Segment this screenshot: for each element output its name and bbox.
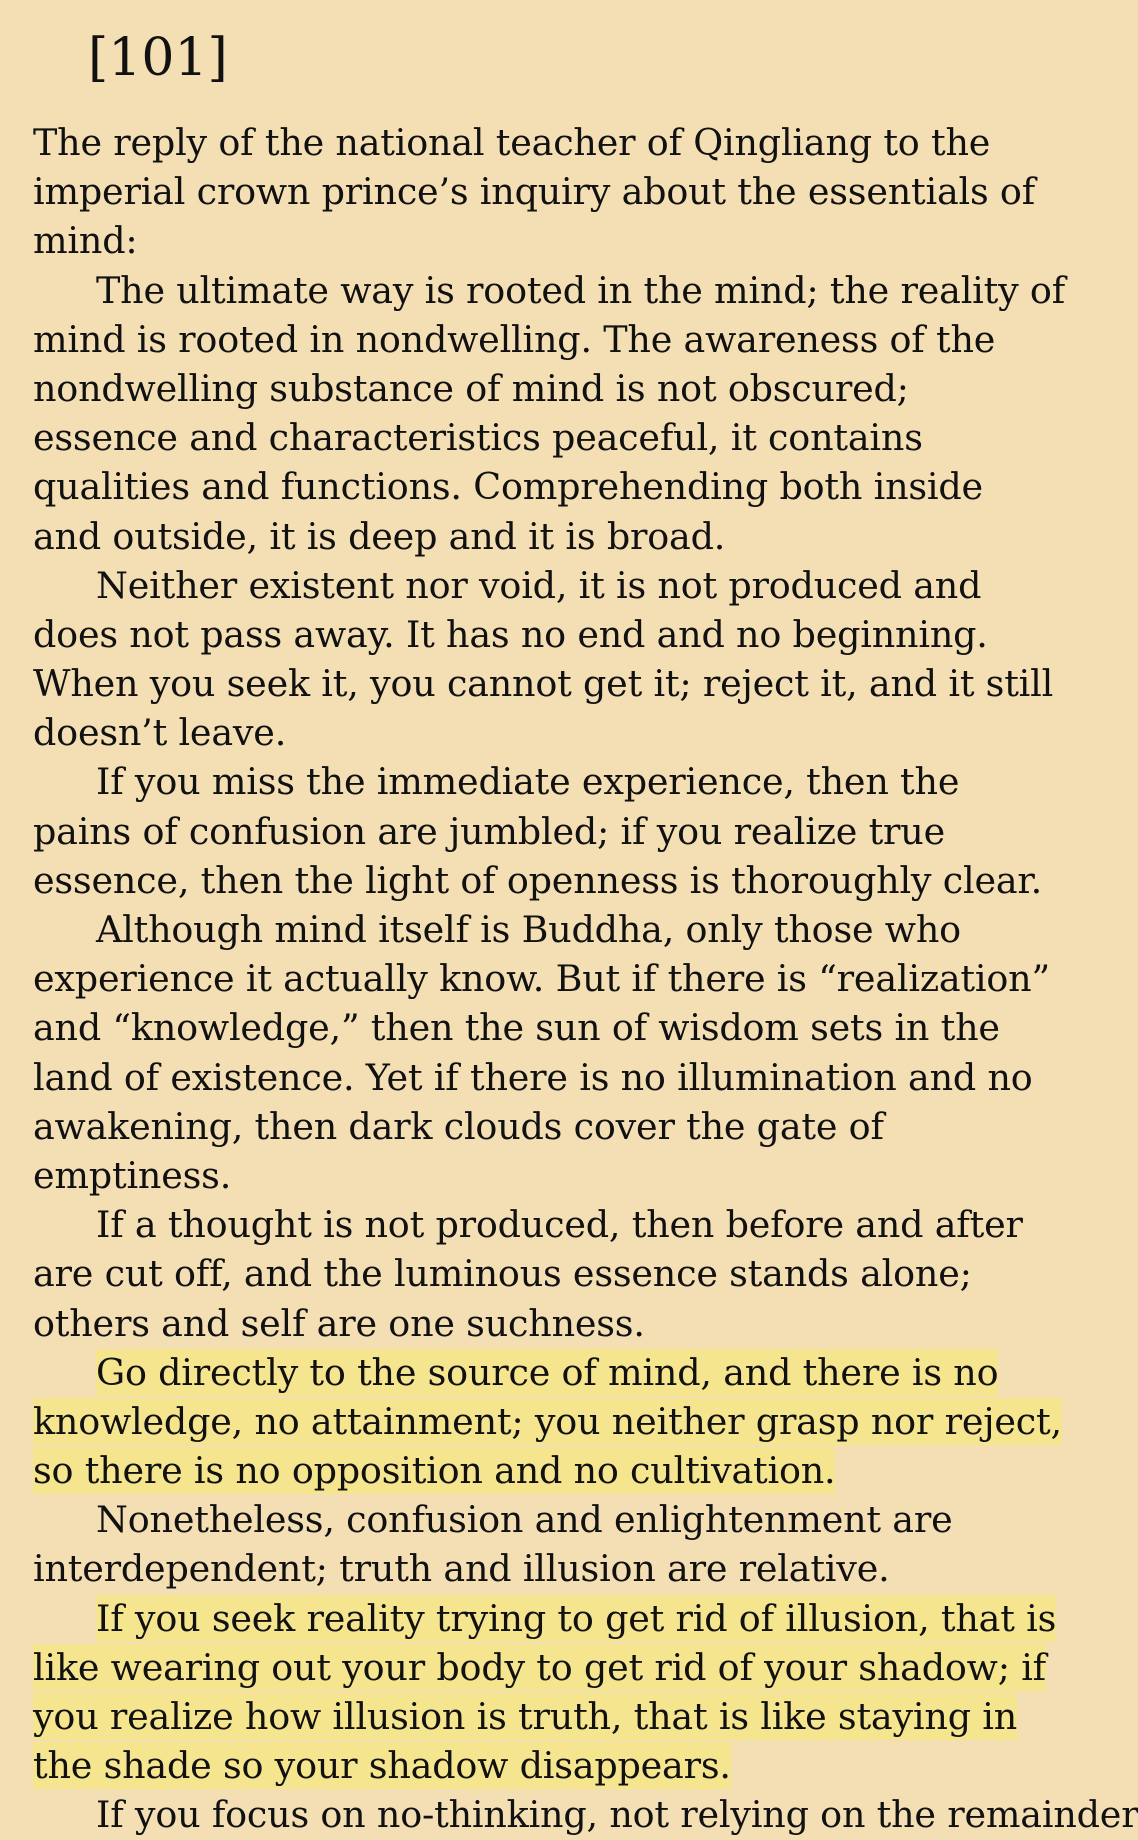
line-text: are cut off, and the luminous essence stands alone; (33, 1252, 972, 1296)
line-text: and “knowledge,” then the sun of wisdom sets in the (33, 1006, 1000, 1050)
line-text: and outside, it is deep and it is broad. (33, 514, 726, 558)
line-text: When you seek it, you cannot get it; reject it, and it still (33, 662, 1054, 706)
highlighted-text: like wearing out your body to get rid of your shadow; if (33, 1645, 1046, 1689)
chapter-number: [101] (88, 28, 228, 88)
line-text: pains of confusion are jumbled; if you realize true (33, 809, 946, 853)
line-text: If a thought is not produced, then before and after (96, 1203, 1023, 1247)
highlighted-text: Go directly to the source of mind, and there is no (96, 1350, 999, 1394)
highlighted-text: If you seek reality trying to get rid of illusion, that is (96, 1596, 1057, 1640)
text-line (33, 512, 1073, 561)
line-text: others and self are one suchness. (33, 1301, 645, 1345)
text-line (33, 1249, 1073, 1298)
text-line (33, 1151, 1073, 1200)
text-line (33, 659, 1073, 708)
highlighted-text: the shade so your shadow disappears. (33, 1744, 731, 1788)
text-line (33, 1397, 1073, 1446)
text-line (33, 1446, 1073, 1495)
line-text: If you focus on no-thinking, not relying on the remainder (96, 1793, 1138, 1837)
text-line (33, 757, 1073, 806)
line-text: essence, then the light of openness is thoroughly clear. (33, 858, 1043, 902)
line-text: mind is rooted in nondwelling. The awareness of the (33, 317, 996, 361)
text-line (33, 1200, 1073, 1249)
text-line (33, 315, 1073, 364)
text-line (33, 364, 1073, 413)
line-text: interdependent; truth and illusion are relative. (33, 1547, 890, 1591)
line-text: Neither existent nor void, it is not produced and (96, 563, 982, 607)
line-text: qualities and functions. Comprehending both inside (33, 465, 983, 509)
line-text: essence and characteristics peaceful, it contains (33, 416, 923, 460)
text-line (33, 462, 1073, 511)
text-line (33, 266, 1073, 315)
highlighted-text: you realize how illusion is truth, that is like staying in (33, 1695, 1018, 1738)
text-line (33, 1692, 1073, 1741)
text-line (33, 954, 1073, 1003)
line-text: land of existence. Yet if there is no illumination and no (33, 1055, 1033, 1099)
body-text (33, 118, 1138, 1840)
line-text: does not pass away. It has no end and no beginning. (33, 612, 988, 656)
line-text: Nonetheless, confusion and enlightenment are (96, 1498, 953, 1542)
line-text: The reply of the national teacher of Qingliang to the (33, 121, 991, 164)
line-text: The ultimate way is rooted in the mind; the reality of (96, 268, 1066, 312)
highlighted-text: knowledge, no attainment; you neither grasp nor reject, (33, 1399, 1062, 1443)
text-line (33, 807, 1073, 856)
line-text: Although mind itself is Buddha, only those who (96, 908, 961, 951)
text-line (33, 1594, 1073, 1643)
line-text: nondwelling substance of mind is not obscured; (33, 366, 909, 410)
text-line (33, 1102, 1073, 1151)
highlighted-text: so there is no opposition and no cultivation. (33, 1449, 836, 1493)
text-line (33, 216, 1073, 265)
text-line (33, 856, 1073, 905)
text-line (33, 1495, 1073, 1544)
text-line (33, 1741, 1073, 1790)
text-line (33, 905, 1073, 954)
text-line (33, 610, 1073, 659)
line-text: imperial crown prince’s inquiry about the essentials of (33, 170, 1036, 214)
text-line (33, 413, 1073, 462)
text-line (33, 1643, 1073, 1692)
text-line (33, 1544, 1073, 1593)
text-line (33, 561, 1073, 610)
text-line (33, 1053, 1073, 1102)
line-text: doesn’t leave. (33, 711, 287, 755)
text-line (33, 167, 1073, 216)
text-line (33, 118, 1073, 167)
text-line (33, 1790, 1138, 1839)
text-line (33, 1003, 1073, 1052)
line-text: awakening, then dark clouds cover the gate of (33, 1104, 884, 1148)
text-line (33, 708, 1073, 757)
line-text: emptiness. (33, 1153, 232, 1197)
text-line (33, 1299, 1073, 1348)
line-text: mind: (33, 219, 138, 263)
line-text: If you miss the immediate experience, then the (96, 760, 960, 804)
text-line (33, 1348, 1073, 1397)
line-text: experience it actually know. But if there is “realization” (33, 957, 1050, 1001)
